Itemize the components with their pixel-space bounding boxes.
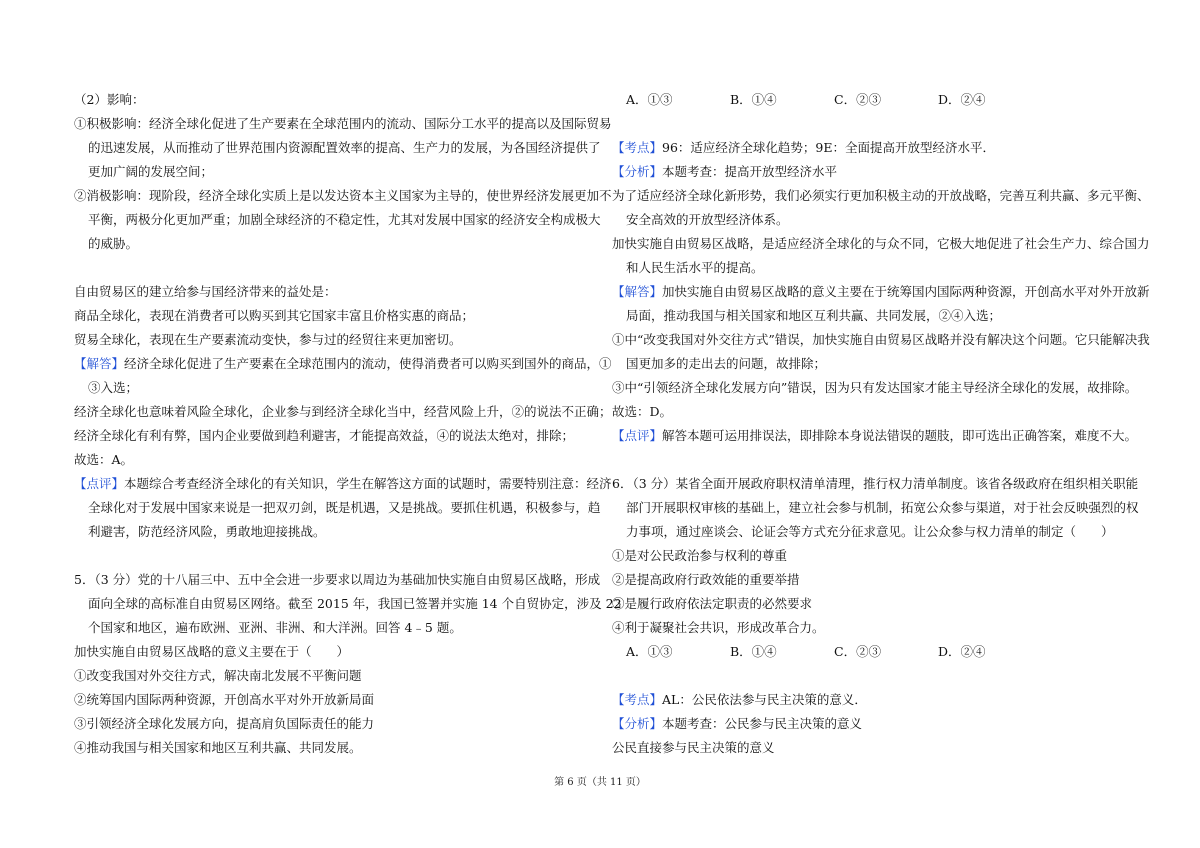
paragraph-continued: 国更加多的走出去的问题，故排除； (626, 356, 827, 371)
answer-paragraph (612, 280, 1150, 304)
section-heading: （2）影响： (74, 92, 145, 107)
choice-a: A．①③ (626, 92, 673, 107)
choice-c: C．②③ (834, 92, 882, 107)
paragraph-continued: 个国家和地区，遍布欧洲、亚洲、非洲、和大洋洲。回答 4﹣5 题。 (88, 620, 462, 635)
answer-text: 加快实施自由贸易区战略的意义主要在于统筹国内国际两种资源，开创高水平对外开放新 (662, 284, 1150, 299)
paragraph-continued: ③入选； (88, 380, 139, 395)
choice-b: B．①④ (730, 644, 777, 659)
answer-choice: 故选：A。 (74, 452, 134, 467)
statement-item: ④利于凝聚社会共识，形成改革合力。 (612, 620, 825, 635)
question-5: 5．（3 分）党的十八届三中、五中全会进一步要求以周边为基础加快实施自由贸易区战略，形成 (74, 572, 601, 587)
paragraph: ①积极影响：经济全球化促进了生产要素在全球范围内的流动、国际分工水平的提高以及国际贸易 (74, 116, 612, 131)
choice-a: A．①③ (626, 644, 673, 659)
analysis (612, 160, 1132, 184)
statement-item: ①是对公民政治参与权利的尊重 (612, 548, 788, 563)
statement-item: ③引领经济全球化发展方向，提高肩负国际责任的能力 (74, 716, 375, 731)
statement-item: ④推动我国与相关国家和地区互利共赢、共同发展。 (74, 740, 362, 755)
choice-d: D．②④ (938, 92, 986, 107)
right-column (612, 88, 1150, 760)
knowledge-text: AL：公民依法参与民主决策的意义． (662, 692, 867, 707)
statement-item: ①改变我国对外交往方式，解决南北发展不平衡问题 (74, 668, 362, 683)
analysis-text: 本题考查：公民参与民主决策的意义 (662, 716, 863, 731)
paragraph-continued: 利避害，防范经济风险，勇敢地迎接挑战。 (88, 524, 326, 539)
paragraph-continued: 局面，推动我国与相关国家和地区互利共赢、共同发展，②④入选； (626, 308, 1002, 323)
paragraph: 经济全球化也意味着风险全球化，企业参与到经济全球化当中，经营风险上升，②的说法不正确； (74, 404, 612, 419)
paragraph-continued: 面向全球的高标准自由贸易区网络。截至 2015 年，我国已签署并实施 14 个自贸协定，涉及 22 (88, 596, 622, 611)
statement-item: ③是履行政府依法定职责的必然要求 (612, 596, 813, 611)
paragraph: 自由贸易区的建立给参与国经济带来的益处是： (74, 284, 337, 299)
page-footer: 第 6 页（共 11 页） (554, 777, 646, 788)
analysis-tag: 【分析】 (612, 716, 663, 731)
knowledge-text: 96：适应经济全球化趋势；9E：全面提高开放型经济水平． (662, 140, 996, 155)
paragraph-continued: 的威胁。 (88, 236, 139, 251)
question-6: 6．（3 分）某省全面开展政府职权清单清理，推行权力清单制度。该省各级政府在组织相关职能 (612, 476, 1139, 491)
paragraph: ①中“改变我国对外交往方式”错误，加快实施自由贸易区战略并没有解决这个问题。它只能解决我 (612, 332, 1150, 347)
comment-paragraph (612, 424, 1138, 448)
analysis (612, 712, 1132, 736)
answer-text: 经济全球化促进了生产要素在全球范围内的流动，使得消费者可以购买到国外的商品，① (124, 356, 612, 371)
comment-text: 解答本题可运用排误法，即排除本身说法错误的题肢，即可选出正确答案，难度不大。 (662, 428, 1138, 443)
paragraph-continued: 和人民生活水平的提高。 (626, 260, 764, 275)
answer-tag: 【解答】 (74, 356, 125, 371)
statement-item: ②统筹国内国际两种资源，开创高水平对外开放新局面 (74, 692, 375, 707)
comment-tag: 【点评】 (612, 428, 663, 443)
statement-item: ②是提高政府行政效能的重要举措 (612, 572, 800, 587)
question-stem: 加快实施自由贸易区战略的意义主要在于（ ） (74, 644, 350, 659)
paragraph-continued: 更加广阔的发展空间； (88, 164, 214, 179)
comment-paragraph (74, 472, 612, 496)
knowledge-point (612, 136, 1132, 160)
analysis-text: 本题考查：提高开放型经济水平 (662, 164, 838, 179)
paragraph: 经济全球化有利有弊，国内企业要做到趋利避害，才能提高效益，④的说法太绝对，排除； (74, 428, 575, 443)
choice-row (612, 640, 1132, 664)
paragraph: ②消极影响：现阶段，经济全球化实质上是以发达资本主义国家为主导的，使世界经济发展更加不 (74, 188, 612, 203)
knowledge-tag: 【考点】 (612, 140, 663, 155)
comment-tag: 【点评】 (74, 476, 125, 491)
paragraph-continued: 全球化对于发展中国家来说是一把双刃剑，既是机遇，又是挑战。要抓住机遇，积极参与，趋 (88, 500, 601, 515)
choice-d: D．②④ (938, 644, 986, 659)
paragraph-continued: 的迅速发展，从而推动了世界范围内资源配置效率的提高、生产力的发展，为各国经济提供了 (88, 140, 601, 155)
knowledge-tag: 【考点】 (612, 692, 663, 707)
paragraph: 加快实施自由贸易区战略，是适应经济全球化的与众不同，它极大地促进了社会生产力、综合国力 (612, 236, 1150, 251)
answer-choice: 故选：D。 (612, 404, 673, 419)
paragraph-continued: 力事项，通过座谈会、论证会等方式充分征求意见。让公众参与权力清单的制定（ ） (626, 524, 1114, 539)
choice-row (612, 88, 1132, 112)
answer-paragraph (74, 352, 612, 376)
paragraph: 公民直接参与民主决策的意义 (612, 740, 775, 755)
paragraph: 商品全球化，表现在消费者可以购买到其它国家丰富且价格实惠的商品； (74, 308, 475, 323)
left-column (74, 88, 622, 760)
comment-text: 本题综合考查经济全球化的有关知识，学生在解答这方面的试题时，需要特别注意：经济 (124, 476, 612, 491)
analysis-tag: 【分析】 (612, 164, 663, 179)
paragraph-continued: 安全高效的开放型经济体系。 (626, 212, 789, 227)
paragraph-continued: 平衡，两极分化更加严重；加剧全球经济的不稳定性，尤其对发展中国家的经济安全构成极大 (88, 212, 601, 227)
choice-b: B．①④ (730, 92, 777, 107)
paragraph: 贸易全球化，表现在生产要素流动变快，参与过的经贸往来更加密切。 (74, 332, 462, 347)
paragraph: ③中“引领经济全球化发展方向”错误，因为只有发达国家才能主导经济全球化的发展，故排除。 (612, 380, 1138, 395)
paragraph-continued: 部门开展职权审核的基础上，建立社会参与机制，拓宽公众参与渠道，对于社会反映强烈的权 (626, 500, 1139, 515)
paragraph: 为了适应经济全球化新形势，我们必须实行更加积极主动的开放战略，完善互利共赢、多元平衡、 (612, 188, 1150, 203)
choice-c: C．②③ (834, 644, 882, 659)
knowledge-point (612, 688, 1132, 712)
answer-tag: 【解答】 (612, 284, 663, 299)
